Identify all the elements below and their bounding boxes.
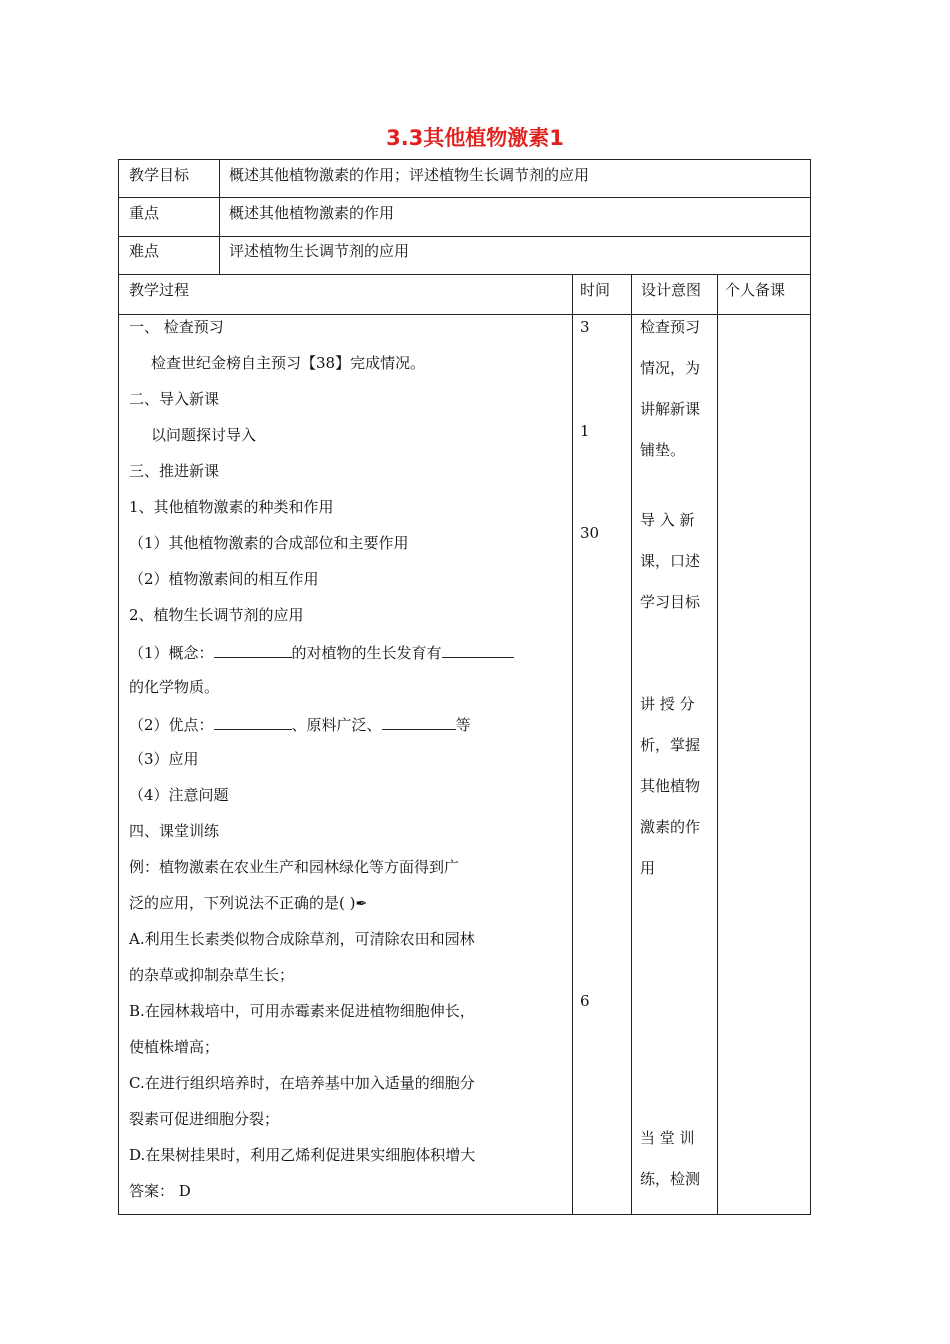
process-line: D.在果树挂果时，利用乙烯利促进果实细胞体积增大 [129,1146,476,1164]
row-divider [118,197,811,198]
intent-header: 设计意图 [641,281,702,299]
fill-blank[interactable] [382,713,456,730]
process-line: C.在进行组织培养时，在培养基中加入适量的细胞分 [129,1074,475,1092]
goal-value: 概述其他植物激素的作用；评述植物生长调节剂的应用 [229,166,590,184]
process-line: 例：植物激素在农业生产和园林绿化等方面得到广 [129,858,460,876]
process-line: 检查世纪金榜自主预习【38】完成情况。 [151,354,426,372]
process-line: 答案： D [129,1182,191,1200]
intent-block [640,500,700,623]
difficulty-label: 难点 [129,242,160,260]
column-divider [717,274,718,1215]
process-line: 三、推进新课 [129,462,220,480]
pen-icon: ✒ [355,896,368,912]
process-line: 1、其他植物激素的种类和作用 [129,498,334,516]
notes-header: 个人备课 [725,281,786,299]
page-title: 3.3其他植物激素1 [386,126,564,150]
process-line: （4）注意问题 [129,786,229,804]
process-line: （3）应用 [129,750,199,768]
intent-line: 情况，为 [640,359,701,377]
intent-block [640,1118,700,1200]
column-divider [572,274,573,1215]
intent-line: 讲 授 分 [640,695,695,713]
table-border-bottom [118,1214,811,1215]
key-point-value: 概述其他植物激素的作用 [229,204,395,222]
process-line: 四、课堂训练 [129,822,220,840]
fill-text: 、原料广泛、 [291,716,382,734]
process-header: 教学过程 [129,281,190,299]
table-border-top [118,159,811,160]
fill-text: 的对植物的生长发育有 [291,644,442,662]
time-value: 1 [580,422,590,440]
process-line: B.在园林栽培中，可用赤霉素来促进植物细胞伸长， [129,1002,475,1020]
time-header: 时间 [580,281,611,299]
intent-line: 当 堂 训 [640,1129,695,1147]
time-value: 6 [580,992,590,1010]
intent-line: 析，掌握 [640,736,701,754]
intent-line: 铺垫。 [640,441,686,459]
row-divider [118,274,811,275]
row-divider [118,236,811,237]
process-line: 一、 检查预习 [129,318,224,336]
process-line: 的杂草或抑制杂草生长； [129,966,295,984]
process-line: 以问题探讨导入 [151,426,257,444]
process-line: 使植株增高； [129,1038,220,1056]
key-point-label: 重点 [129,204,160,222]
intent-line: 讲解新课 [640,400,701,418]
time-value: 30 [580,524,600,542]
time-value: 3 [580,318,590,336]
intent-line: 用 [640,859,656,877]
fill-text: 等 [455,716,471,734]
goal-label: 教学目标 [129,166,190,184]
intent-line: 练，检测 [640,1170,701,1188]
intent-block [640,684,700,889]
process-line: （1）其他植物激素的合成部位和主要作用 [129,534,409,552]
column-divider [631,274,632,1215]
process-line: （2）植物激素间的相互作用 [129,570,319,588]
fill-blank[interactable] [442,641,514,658]
intent-line: 导 入 新 [640,511,695,529]
process-line-blanks [129,713,471,735]
question-stem: 泛的应用，下列说法不正确的是( ) [129,894,356,912]
intent-line: 其他植物 [640,777,701,795]
fill-blank[interactable] [214,641,292,658]
row-divider [118,314,811,315]
column-divider [219,159,220,275]
process-line: 二、导入新课 [129,390,220,408]
process-line: A.利用生长素类似物合成除草剂，可清除农田和园林 [129,930,475,948]
intent-line: 课，口述 [640,552,701,570]
intent-line: 检查预习 [640,318,701,336]
lesson-table [118,159,811,1215]
process-line [129,893,367,914]
table-border-right [810,159,811,1215]
difficulty-value: 评述植物生长调节剂的应用 [229,242,410,260]
table-border-left [118,159,119,1215]
process-line-blanks [129,641,514,663]
fill-text: （2）优点： [129,716,214,734]
process-line: 裂素可促进细胞分裂； [129,1110,280,1128]
fill-blank[interactable] [214,713,292,730]
process-line: 的化学物质。 [129,678,220,696]
intent-block [640,307,700,471]
process-line: 2、植物生长调节剂的应用 [129,606,304,624]
fill-text: （1）概念： [129,644,214,662]
intent-line: 学习目标 [640,593,701,611]
intent-line: 激素的作 [640,818,701,836]
